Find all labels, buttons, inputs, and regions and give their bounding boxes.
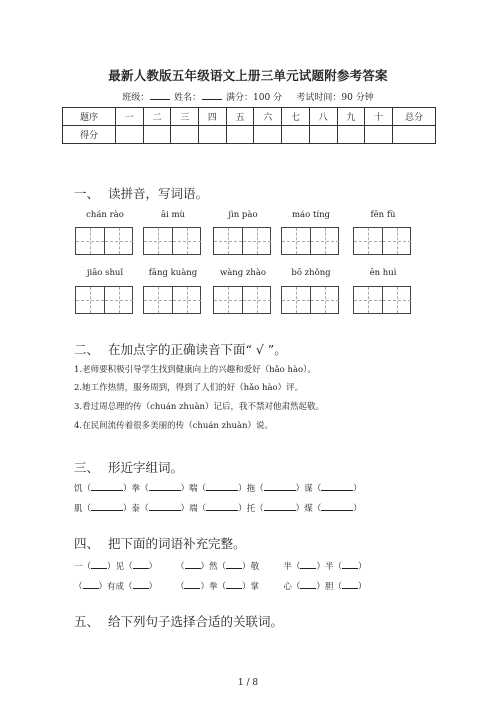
idiom-blank[interactable] bbox=[226, 560, 242, 569]
pinyin: wàng zhào bbox=[219, 268, 267, 278]
score-header-cell: 七 bbox=[282, 108, 310, 126]
grid-guide-line bbox=[368, 287, 369, 313]
grid-guide-line bbox=[296, 228, 297, 254]
pinyin: fāng kuàng bbox=[148, 268, 198, 278]
writing-grid[interactable] bbox=[143, 286, 201, 314]
section-title: 读拼音，写词语。 bbox=[108, 186, 209, 201]
score-header-cell: 八 bbox=[309, 108, 337, 126]
pinyin: máo tíng bbox=[292, 210, 330, 220]
section-5-heading bbox=[74, 612, 283, 630]
score-header-cell: 三 bbox=[171, 108, 199, 126]
class-blank bbox=[150, 90, 170, 100]
section-4-heading bbox=[74, 534, 246, 552]
pinyin: jìn pào bbox=[228, 210, 258, 220]
char: 肌 bbox=[74, 504, 83, 514]
answer-blank[interactable] bbox=[264, 482, 296, 491]
score-cell[interactable] bbox=[254, 126, 282, 144]
char: 喘 bbox=[189, 484, 198, 494]
idiom-blank[interactable] bbox=[342, 580, 358, 589]
idiom-char: 半 bbox=[324, 562, 334, 572]
answer-blank[interactable] bbox=[206, 482, 238, 491]
class-label: 班级： bbox=[122, 93, 150, 103]
writing-grid[interactable] bbox=[281, 227, 339, 255]
pinyin: bō zhǒng bbox=[291, 268, 331, 278]
pinyin: chán rào bbox=[86, 210, 124, 220]
idiom-char: 有成 bbox=[107, 582, 125, 592]
grid-guide-line bbox=[257, 287, 258, 313]
writing-grid[interactable] bbox=[75, 286, 133, 314]
grid-guide-line bbox=[228, 228, 229, 254]
section-title: 形近字组词。 bbox=[108, 460, 184, 475]
score-header-cell: 二 bbox=[143, 108, 171, 126]
answer-blank[interactable] bbox=[321, 482, 353, 491]
grid-guide-line bbox=[228, 287, 229, 313]
score-cell[interactable] bbox=[226, 126, 254, 144]
grid-guide-line bbox=[257, 228, 258, 254]
grid-guide-line bbox=[90, 228, 91, 254]
grid-guide-line bbox=[368, 228, 369, 254]
idiom-char: 见 bbox=[115, 562, 125, 572]
grid-guide-line bbox=[397, 228, 398, 254]
idiom-blank[interactable] bbox=[83, 580, 99, 589]
score-header-cell: 总分 bbox=[393, 108, 436, 126]
page-number: 1 / 8 bbox=[237, 678, 259, 688]
score-header-cell: 题序 bbox=[63, 108, 116, 126]
score-value-row bbox=[63, 126, 436, 144]
char: 托 bbox=[246, 504, 256, 514]
idiom-char: 然 bbox=[209, 562, 218, 572]
writing-grid[interactable] bbox=[213, 227, 271, 255]
idiom-row-1: 一（ ）见（ ） （ ）然（ ）敬 半（ ）半（ ） bbox=[74, 562, 367, 572]
grid-guide-line bbox=[119, 287, 120, 313]
pinyin: āi mù bbox=[160, 210, 186, 220]
idiom-char: 胆 bbox=[324, 582, 334, 592]
exam-time: 考试时间：90 分钟 bbox=[296, 93, 374, 103]
score-cell[interactable] bbox=[143, 126, 171, 144]
answer-blank[interactable] bbox=[149, 482, 181, 491]
section-number: 二、 bbox=[74, 342, 100, 357]
score-header-cell: 四 bbox=[199, 108, 227, 126]
grid-guide-line bbox=[187, 287, 188, 313]
idiom-blank[interactable] bbox=[342, 560, 358, 569]
name-blank bbox=[202, 90, 222, 100]
idiom-char: 掌 bbox=[250, 582, 260, 592]
score-cell[interactable] bbox=[282, 126, 310, 144]
grid-guide-line bbox=[158, 228, 159, 254]
pinyin: ēn huì bbox=[369, 268, 397, 278]
name-label: 姓名： bbox=[174, 93, 202, 103]
section-number: 三、 bbox=[74, 460, 100, 475]
document-title: 最新人教版五年级语文上册三单元试题附参考答案 bbox=[108, 68, 388, 83]
reading-item: 4.在民间流传着很多美丽的传（chuán zhuàn）说。 bbox=[74, 421, 274, 431]
grid-guide-line bbox=[397, 287, 398, 313]
score-header-row bbox=[63, 108, 436, 126]
char: 谋 bbox=[304, 484, 313, 494]
score-header-cell: 十 bbox=[365, 108, 393, 126]
score-header-cell: 六 bbox=[254, 108, 282, 126]
section-title: 在加点字的正确读音下面“ √ ”。 bbox=[108, 342, 287, 357]
idiom-char: 敬 bbox=[250, 562, 260, 572]
pinyin: jiāo shuǐ bbox=[86, 268, 124, 278]
grid-guide-line bbox=[325, 287, 326, 313]
section-number: 五、 bbox=[74, 614, 100, 629]
idiom-blank[interactable] bbox=[226, 580, 242, 589]
pinyin: fēn fù bbox=[370, 210, 396, 220]
answer-blank[interactable] bbox=[206, 502, 238, 511]
answer-blank[interactable] bbox=[321, 502, 353, 511]
grid-guide-line bbox=[187, 228, 188, 254]
char: 煤 bbox=[304, 504, 313, 514]
idiom-blank[interactable] bbox=[300, 560, 316, 569]
score-cell[interactable] bbox=[337, 126, 365, 144]
score-cell[interactable] bbox=[116, 126, 144, 144]
score-header-cell: 一 bbox=[116, 108, 144, 126]
idiom-blank[interactable] bbox=[300, 580, 316, 589]
idiom-row-2: （ ）有成（ ） （ ）拳（ ）掌 心（ ）胆（ ） bbox=[74, 582, 367, 592]
section-title: 把下面的词语补充完整。 bbox=[108, 536, 246, 551]
char: 饥 bbox=[74, 484, 83, 494]
grid-guide-line bbox=[325, 228, 326, 254]
idiom-blank[interactable] bbox=[184, 580, 200, 589]
answer-blank[interactable] bbox=[91, 482, 123, 491]
reading-item: 3.看过周总理的传（chuán zhuàn）记后，我不禁对他肃然起敬。 bbox=[74, 402, 325, 412]
section-2-heading bbox=[74, 340, 287, 358]
exam-info bbox=[0, 90, 496, 103]
char: 拳 bbox=[131, 484, 141, 494]
answer-blank[interactable] bbox=[264, 502, 296, 511]
score-row-label: 得分 bbox=[63, 126, 116, 144]
score-cell[interactable] bbox=[199, 126, 227, 144]
score-header-cell: 九 bbox=[337, 108, 365, 126]
char: 泰 bbox=[131, 504, 141, 514]
writing-grid[interactable] bbox=[353, 227, 411, 255]
writing-grid[interactable] bbox=[75, 227, 133, 255]
section-3-heading bbox=[74, 458, 183, 476]
grid-guide-line bbox=[90, 287, 91, 313]
grid-guide-line bbox=[158, 287, 159, 313]
idiom-char: 半 bbox=[283, 562, 292, 572]
char: 端 bbox=[189, 504, 198, 514]
full-score: 满分：100 分 bbox=[226, 93, 283, 103]
idiom-blank[interactable] bbox=[133, 580, 149, 589]
section-number: 一、 bbox=[74, 186, 100, 201]
section-title: 给下列句子选择合适的关联词。 bbox=[108, 614, 284, 629]
reading-item: 2.她工作热情，服务周到，得到了人们的好（hǎo hào）评。 bbox=[74, 383, 304, 393]
idiom-char: 一 bbox=[74, 562, 83, 572]
answer-blank[interactable] bbox=[91, 502, 123, 511]
grid-guide-line bbox=[296, 287, 297, 313]
score-cell[interactable] bbox=[393, 126, 436, 144]
idiom-char: 拳 bbox=[209, 582, 218, 592]
char-row-2: 肌（ ）泰（ ）端（ ）托（ ）煤（ ） bbox=[74, 504, 362, 514]
answer-blank[interactable] bbox=[149, 502, 181, 511]
score-cell[interactable] bbox=[309, 126, 337, 144]
score-cell[interactable] bbox=[171, 126, 199, 144]
idiom-blank[interactable] bbox=[185, 560, 201, 569]
score-cell[interactable] bbox=[365, 126, 393, 144]
char-row-1: 饥（ ）拳（ ）喘（ ）拖（ ）谋（ ） bbox=[74, 484, 362, 494]
score-header-cell: 五 bbox=[226, 108, 254, 126]
reading-item: 1.老师要积极引导学生找到健康向上的兴趣和爱好（hǎo hào）。 bbox=[74, 365, 316, 375]
section-1-heading bbox=[74, 184, 208, 202]
grid-guide-line bbox=[119, 228, 120, 254]
writing-grid[interactable] bbox=[143, 227, 201, 255]
idiom-blank[interactable] bbox=[133, 560, 149, 569]
section-number: 四、 bbox=[74, 536, 100, 551]
score-table bbox=[62, 107, 436, 144]
writing-grid[interactable] bbox=[213, 286, 271, 314]
idiom-char: 心 bbox=[283, 582, 292, 592]
char: 拖 bbox=[246, 484, 256, 494]
idiom-blank[interactable] bbox=[91, 560, 107, 569]
writing-grid[interactable] bbox=[281, 286, 339, 314]
writing-grid[interactable] bbox=[353, 286, 411, 314]
